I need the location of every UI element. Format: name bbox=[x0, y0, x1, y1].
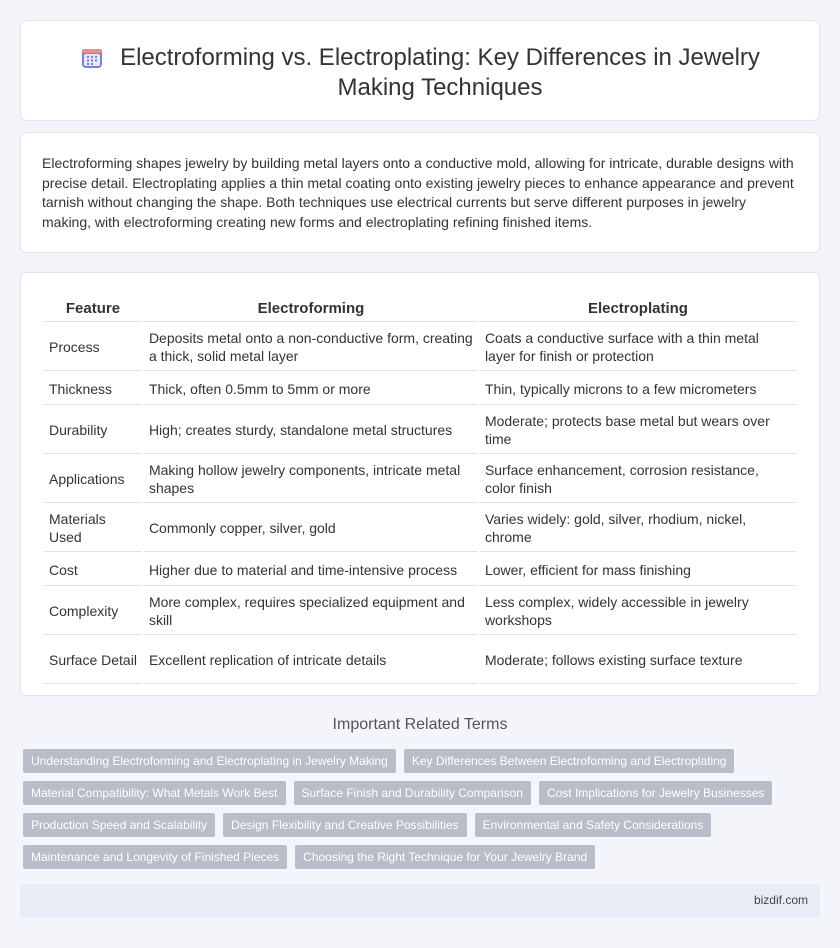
table-row bbox=[44, 554, 796, 586]
footer bbox=[20, 884, 820, 918]
related-term-tag[interactable]: Material Compatibility: What Metals Work Best bbox=[23, 781, 286, 805]
row-feature: Applications bbox=[44, 456, 142, 503]
comparison-table-card bbox=[20, 272, 820, 696]
related-term-tag[interactable]: Cost Implications for Jewelry Businesses bbox=[539, 781, 772, 805]
related-terms-list bbox=[23, 749, 803, 869]
table-row bbox=[44, 456, 796, 503]
header-electroforming: Electroforming bbox=[144, 296, 478, 322]
row-electroplating: Thin, typically microns to a few micrometers bbox=[480, 373, 796, 405]
related-term-tag[interactable]: Production Speed and Scalability bbox=[23, 813, 215, 837]
table-row bbox=[44, 373, 796, 405]
row-electroforming: Deposits metal onto a non-conductive form, creating a thick, solid metal layer bbox=[144, 324, 478, 371]
table-row bbox=[44, 588, 796, 635]
row-electroforming: Making hollow jewelry components, intricate metal shapes bbox=[144, 456, 478, 503]
row-feature: Thickness bbox=[44, 373, 142, 405]
intro-paragraph: Electroforming shapes jewelry by building metal layers onto a conductive mold, allowing for intricate, durable designs with precise detail. Electroplating applies a thin metal coating onto existing jewelry pieces to enhance appearance and prevent tarnish without changing the shape. Both techniques use electrical currents but serve different purposes in jewelry making, with electroforming creating new forms and electroplating refining finished items. bbox=[42, 155, 794, 230]
row-electroplating: Surface enhancement, corrosion resistance, color finish bbox=[480, 456, 796, 503]
row-feature: Surface Detail bbox=[44, 637, 142, 684]
row-feature: Materials Used bbox=[44, 505, 142, 552]
row-electroforming: Thick, often 0.5mm to 5mm or more bbox=[144, 373, 478, 405]
header-card bbox=[20, 20, 820, 121]
row-electroforming: Commonly copper, silver, gold bbox=[144, 505, 478, 552]
row-electroforming: Excellent replication of intricate details bbox=[144, 637, 478, 684]
related-term-tag[interactable]: Key Differences Between Electroforming and Electroplating bbox=[404, 749, 735, 773]
table-row bbox=[44, 407, 796, 454]
page-title: Electroforming vs. Electroplating: Key Differences in Jewelry Making Techniques bbox=[120, 44, 760, 101]
related-term-tag[interactable]: Understanding Electroforming and Electroplating in Jewelry Making bbox=[23, 749, 396, 773]
row-electroplating: Coats a conductive surface with a thin metal layer for finish or protection bbox=[480, 324, 796, 371]
row-electroplating: Moderate; follows existing surface texture bbox=[480, 637, 796, 684]
row-electroforming: Higher due to material and time-intensive process bbox=[144, 554, 478, 586]
related-terms-heading: Important Related Terms bbox=[332, 716, 508, 733]
footer-site-link[interactable]: bizdif.com bbox=[753, 893, 808, 907]
table-header-row bbox=[44, 296, 796, 322]
row-feature: Complexity bbox=[44, 588, 142, 635]
row-feature: Process bbox=[44, 324, 142, 371]
row-electroforming: More complex, requires specialized equipment and skill bbox=[144, 588, 478, 635]
row-electroplating: Moderate; protects base metal but wears over time bbox=[480, 407, 796, 454]
comparison-table bbox=[42, 294, 798, 686]
table-row bbox=[44, 637, 796, 684]
related-term-tag[interactable]: Environmental and Safety Considerations bbox=[475, 813, 712, 837]
related-term-tag[interactable]: Maintenance and Longevity of Finished Pieces bbox=[23, 845, 287, 869]
table-row bbox=[44, 324, 796, 371]
table-row bbox=[44, 505, 796, 552]
related-term-tag[interactable]: Design Flexibility and Creative Possibilities bbox=[223, 813, 466, 837]
row-electroplating: Varies widely: gold, silver, rhodium, nickel, chrome bbox=[480, 505, 796, 552]
related-term-tag[interactable]: Surface Finish and Durability Comparison bbox=[294, 781, 531, 805]
row-feature: Durability bbox=[44, 407, 142, 454]
header-feature: Feature bbox=[44, 296, 142, 322]
row-feature: Cost bbox=[44, 554, 142, 586]
intro-card bbox=[20, 132, 820, 253]
related-term-tag[interactable]: Choosing the Right Technique for Your Jewelry Brand bbox=[295, 845, 595, 869]
row-electroplating: Less complex, widely accessible in jewelry workshops bbox=[480, 588, 796, 635]
row-electroforming: High; creates sturdy, standalone metal structures bbox=[144, 407, 478, 454]
header-electroplating: Electroplating bbox=[480, 296, 796, 322]
row-electroplating: Lower, efficient for mass finishing bbox=[480, 554, 796, 586]
